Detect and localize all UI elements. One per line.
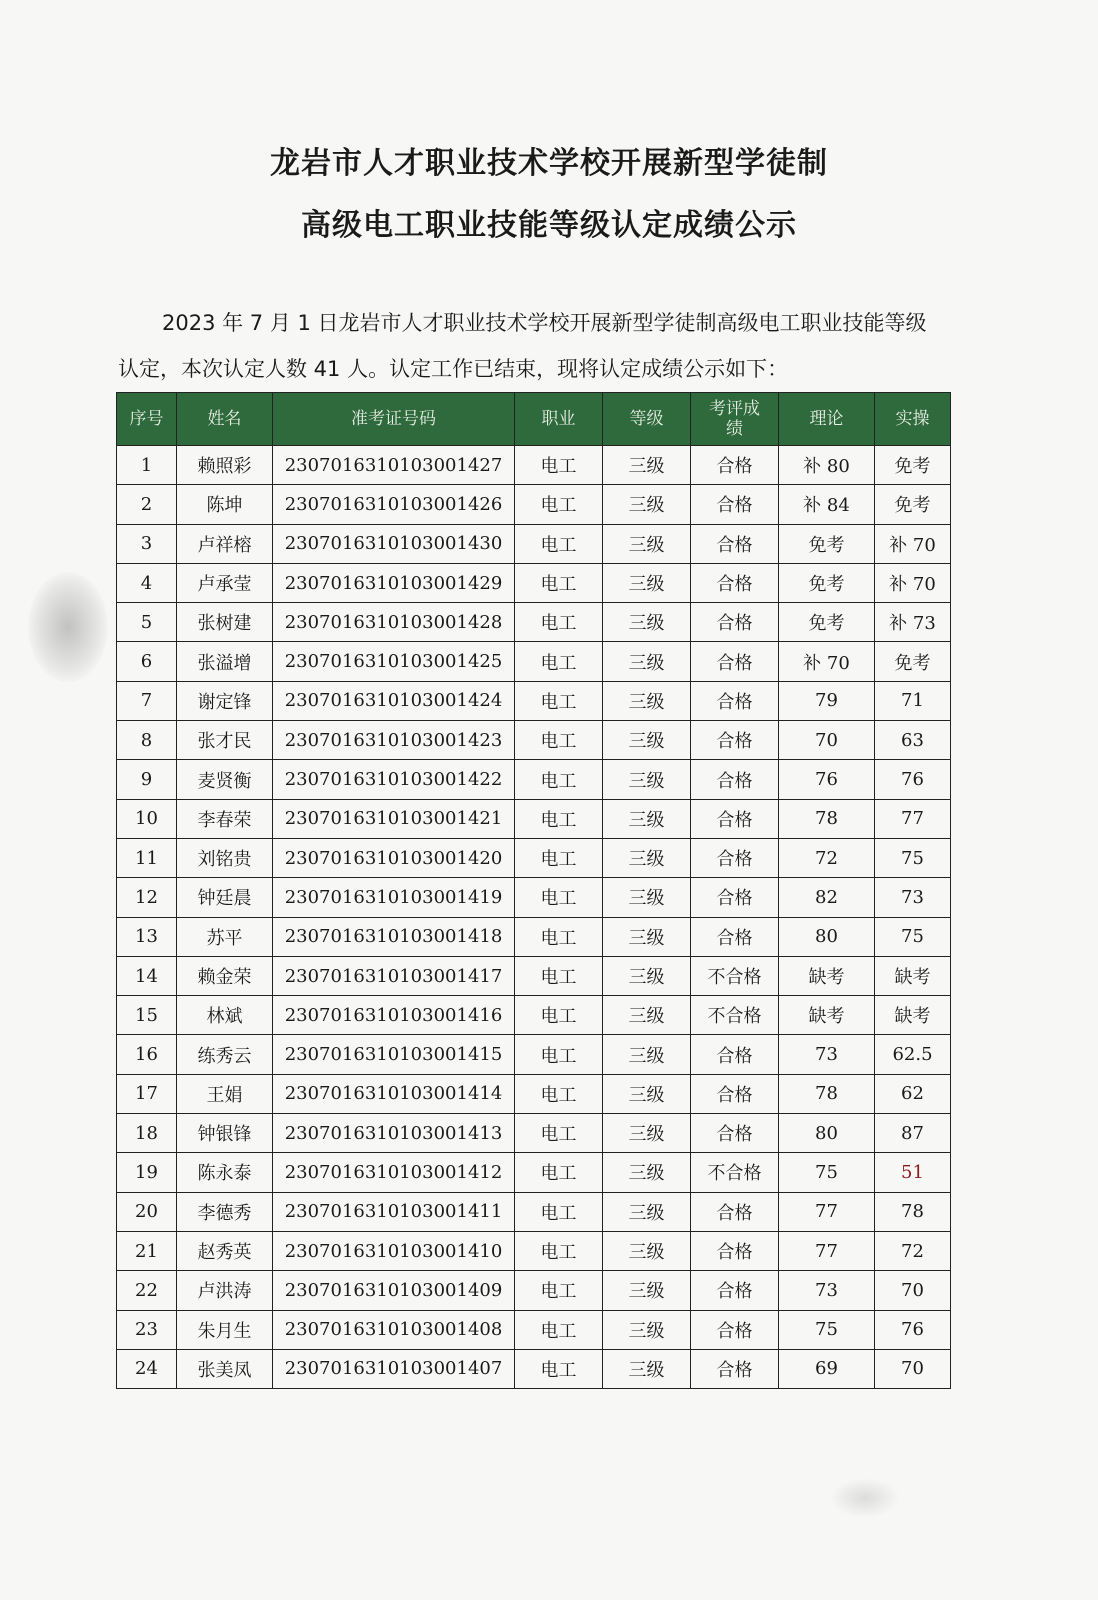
cell-occupation: 电工 xyxy=(515,1035,603,1074)
cell-occupation: 电工 xyxy=(515,838,603,877)
cell-serial: 9 xyxy=(117,760,177,799)
cell-assessment: 合格 xyxy=(691,1271,779,1310)
cell-level: 三级 xyxy=(603,563,691,602)
cell-assessment: 合格 xyxy=(691,760,779,799)
cell-assessment: 合格 xyxy=(691,524,779,563)
header-practical: 实操 xyxy=(875,393,951,446)
intro-paragraph-line-1: 2023 年 7 月 1 日龙岩市人才职业技术学校开展新型学徒制高级电工职业技能等级 xyxy=(162,311,927,335)
table-row xyxy=(117,1114,951,1153)
table-row xyxy=(117,1271,951,1310)
cell-occupation: 电工 xyxy=(515,1192,603,1231)
header-exam-id: 准考证号码 xyxy=(273,393,515,446)
scan-smudge xyxy=(28,572,108,682)
cell-occupation: 电工 xyxy=(515,1074,603,1113)
cell-theory: 78 xyxy=(779,1074,875,1113)
table-row xyxy=(117,1192,951,1231)
cell-exam-id: 2307016310103001426 xyxy=(273,485,515,524)
document-title-line-2: 高级电工职业技能等级认定成绩公示 xyxy=(301,208,797,243)
cell-theory: 78 xyxy=(779,799,875,838)
cell-practical: 免考 xyxy=(875,642,951,681)
cell-name: 赵秀英 xyxy=(177,1231,273,1270)
cell-assessment: 合格 xyxy=(691,917,779,956)
cell-level: 三级 xyxy=(603,1114,691,1153)
cell-theory: 80 xyxy=(779,917,875,956)
score-table-body xyxy=(117,446,951,1389)
cell-theory: 72 xyxy=(779,838,875,877)
cell-name: 谢定锋 xyxy=(177,681,273,720)
cell-occupation: 电工 xyxy=(515,563,603,602)
cell-practical: 免考 xyxy=(875,446,951,485)
cell-level: 三级 xyxy=(603,1349,691,1388)
cell-exam-id: 2307016310103001420 xyxy=(273,838,515,877)
cell-serial: 2 xyxy=(117,485,177,524)
cell-serial: 20 xyxy=(117,1192,177,1231)
cell-theory: 73 xyxy=(779,1271,875,1310)
cell-exam-id: 2307016310103001424 xyxy=(273,681,515,720)
cell-exam-id: 2307016310103001411 xyxy=(273,1192,515,1231)
cell-theory: 免考 xyxy=(779,524,875,563)
header-name: 姓名 xyxy=(177,393,273,446)
cell-theory: 80 xyxy=(779,1114,875,1153)
cell-occupation: 电工 xyxy=(515,917,603,956)
cell-level: 三级 xyxy=(603,1192,691,1231)
cell-exam-id: 2307016310103001417 xyxy=(273,956,515,995)
cell-theory: 77 xyxy=(779,1192,875,1231)
cell-assessment: 合格 xyxy=(691,1310,779,1349)
cell-name: 练秀云 xyxy=(177,1035,273,1074)
cell-level: 三级 xyxy=(603,1231,691,1270)
cell-occupation: 电工 xyxy=(515,681,603,720)
table-row xyxy=(117,1153,951,1192)
table-row xyxy=(117,996,951,1035)
cell-level: 三级 xyxy=(603,760,691,799)
cell-level: 三级 xyxy=(603,838,691,877)
cell-exam-id: 2307016310103001425 xyxy=(273,642,515,681)
cell-serial: 3 xyxy=(117,524,177,563)
cell-name: 张溢增 xyxy=(177,642,273,681)
cell-occupation: 电工 xyxy=(515,485,603,524)
score-table-header xyxy=(117,393,951,446)
cell-occupation: 电工 xyxy=(515,524,603,563)
cell-name: 苏平 xyxy=(177,917,273,956)
cell-occupation: 电工 xyxy=(515,878,603,917)
cell-serial: 23 xyxy=(117,1310,177,1349)
cell-serial: 1 xyxy=(117,446,177,485)
cell-level: 三级 xyxy=(603,878,691,917)
cell-serial: 18 xyxy=(117,1114,177,1153)
cell-level: 三级 xyxy=(603,956,691,995)
header-assessment: 考评成绩 xyxy=(691,393,779,446)
cell-practical: 72 xyxy=(875,1231,951,1270)
cell-occupation: 电工 xyxy=(515,642,603,681)
table-row xyxy=(117,603,951,642)
cell-occupation: 电工 xyxy=(515,956,603,995)
cell-practical: 78 xyxy=(875,1192,951,1231)
cell-serial: 10 xyxy=(117,799,177,838)
table-row xyxy=(117,1349,951,1388)
cell-assessment: 合格 xyxy=(691,1231,779,1270)
cell-serial: 22 xyxy=(117,1271,177,1310)
cell-theory: 缺考 xyxy=(779,956,875,995)
cell-level: 三级 xyxy=(603,642,691,681)
cell-name: 麦贤衡 xyxy=(177,760,273,799)
cell-level: 三级 xyxy=(603,917,691,956)
cell-exam-id: 2307016310103001418 xyxy=(273,917,515,956)
cell-assessment: 合格 xyxy=(691,603,779,642)
score-table xyxy=(116,392,951,1389)
cell-practical: 缺考 xyxy=(875,996,951,1035)
cell-assessment: 合格 xyxy=(691,721,779,760)
cell-assessment: 合格 xyxy=(691,838,779,877)
cell-name: 钟廷晨 xyxy=(177,878,273,917)
cell-exam-id: 2307016310103001427 xyxy=(273,446,515,485)
cell-practical: 62.5 xyxy=(875,1035,951,1074)
cell-assessment: 合格 xyxy=(691,799,779,838)
table-row xyxy=(117,760,951,799)
cell-assessment: 不合格 xyxy=(691,956,779,995)
table-row xyxy=(117,878,951,917)
table-row xyxy=(117,485,951,524)
cell-practical: 51 xyxy=(875,1153,951,1192)
cell-practical: 补 70 xyxy=(875,524,951,563)
cell-theory: 76 xyxy=(779,760,875,799)
cell-assessment: 合格 xyxy=(691,878,779,917)
cell-name: 卢洪涛 xyxy=(177,1271,273,1310)
cell-theory: 补 84 xyxy=(779,485,875,524)
cell-practical: 免考 xyxy=(875,485,951,524)
cell-assessment: 合格 xyxy=(691,1114,779,1153)
cell-assessment: 合格 xyxy=(691,1074,779,1113)
cell-exam-id: 2307016310103001416 xyxy=(273,996,515,1035)
cell-theory: 73 xyxy=(779,1035,875,1074)
document-title-line-1: 龙岩市人才职业技术学校开展新型学徒制 xyxy=(270,146,828,181)
header-row xyxy=(117,393,951,446)
cell-exam-id: 2307016310103001412 xyxy=(273,1153,515,1192)
table-row xyxy=(117,1074,951,1113)
cell-serial: 13 xyxy=(117,917,177,956)
table-row xyxy=(117,1231,951,1270)
cell-serial: 19 xyxy=(117,1153,177,1192)
cell-practical: 62 xyxy=(875,1074,951,1113)
cell-serial: 11 xyxy=(117,838,177,877)
table-row xyxy=(117,956,951,995)
cell-occupation: 电工 xyxy=(515,603,603,642)
cell-name: 林斌 xyxy=(177,996,273,1035)
table-row xyxy=(117,721,951,760)
cell-level: 三级 xyxy=(603,681,691,720)
cell-exam-id: 2307016310103001428 xyxy=(273,603,515,642)
cell-theory: 70 xyxy=(779,721,875,760)
cell-serial: 14 xyxy=(117,956,177,995)
table-row xyxy=(117,642,951,681)
cell-name: 李德秀 xyxy=(177,1192,273,1231)
cell-theory: 69 xyxy=(779,1349,875,1388)
header-occupation: 职业 xyxy=(515,393,603,446)
header-serial: 序号 xyxy=(117,393,177,446)
cell-name: 张美凤 xyxy=(177,1349,273,1388)
header-theory: 理论 xyxy=(779,393,875,446)
table-row xyxy=(117,563,951,602)
cell-level: 三级 xyxy=(603,1310,691,1349)
cell-occupation: 电工 xyxy=(515,1310,603,1349)
cell-name: 王娟 xyxy=(177,1074,273,1113)
cell-level: 三级 xyxy=(603,996,691,1035)
cell-practical: 75 xyxy=(875,917,951,956)
cell-occupation: 电工 xyxy=(515,1231,603,1270)
cell-occupation: 电工 xyxy=(515,1349,603,1388)
cell-practical: 补 70 xyxy=(875,563,951,602)
cell-practical: 76 xyxy=(875,1310,951,1349)
cell-name: 卢祥榕 xyxy=(177,524,273,563)
cell-level: 三级 xyxy=(603,1035,691,1074)
cell-serial: 24 xyxy=(117,1349,177,1388)
cell-name: 钟银锋 xyxy=(177,1114,273,1153)
cell-name: 陈永泰 xyxy=(177,1153,273,1192)
header-level: 等级 xyxy=(603,393,691,446)
cell-level: 三级 xyxy=(603,1271,691,1310)
table-row xyxy=(117,799,951,838)
cell-exam-id: 2307016310103001419 xyxy=(273,878,515,917)
cell-exam-id: 2307016310103001423 xyxy=(273,721,515,760)
cell-level: 三级 xyxy=(603,485,691,524)
cell-exam-id: 2307016310103001407 xyxy=(273,1349,515,1388)
cell-theory: 补 80 xyxy=(779,446,875,485)
cell-practical: 缺考 xyxy=(875,956,951,995)
cell-occupation: 电工 xyxy=(515,721,603,760)
cell-exam-id: 2307016310103001409 xyxy=(273,1271,515,1310)
cell-assessment: 合格 xyxy=(691,563,779,602)
cell-assessment: 合格 xyxy=(691,485,779,524)
cell-exam-id: 2307016310103001413 xyxy=(273,1114,515,1153)
intro-paragraph-line-2: 认定，本次认定人数 41 人。认定工作已结束，现将认定成绩公示如下： xyxy=(118,357,789,381)
cell-serial: 15 xyxy=(117,996,177,1035)
cell-theory: 免考 xyxy=(779,563,875,602)
cell-practical: 71 xyxy=(875,681,951,720)
cell-exam-id: 2307016310103001410 xyxy=(273,1231,515,1270)
cell-name: 李春荣 xyxy=(177,799,273,838)
cell-name: 张才民 xyxy=(177,721,273,760)
cell-name: 卢承莹 xyxy=(177,563,273,602)
cell-serial: 4 xyxy=(117,563,177,602)
cell-name: 陈坤 xyxy=(177,485,273,524)
cell-practical: 63 xyxy=(875,721,951,760)
cell-serial: 12 xyxy=(117,878,177,917)
cell-serial: 21 xyxy=(117,1231,177,1270)
cell-theory: 75 xyxy=(779,1310,875,1349)
cell-serial: 17 xyxy=(117,1074,177,1113)
scan-smudge xyxy=(830,1478,900,1518)
cell-name: 赖照彩 xyxy=(177,446,273,485)
cell-assessment: 合格 xyxy=(691,1035,779,1074)
cell-serial: 5 xyxy=(117,603,177,642)
cell-level: 三级 xyxy=(603,799,691,838)
cell-assessment: 合格 xyxy=(691,681,779,720)
table-row xyxy=(117,838,951,877)
cell-theory: 补 70 xyxy=(779,642,875,681)
cell-practical: 87 xyxy=(875,1114,951,1153)
cell-serial: 7 xyxy=(117,681,177,720)
cell-practical: 70 xyxy=(875,1271,951,1310)
cell-assessment: 不合格 xyxy=(691,1153,779,1192)
cell-name: 刘铭贵 xyxy=(177,838,273,877)
cell-theory: 82 xyxy=(779,878,875,917)
cell-assessment: 合格 xyxy=(691,1192,779,1231)
cell-practical: 77 xyxy=(875,799,951,838)
cell-practical: 70 xyxy=(875,1349,951,1388)
cell-occupation: 电工 xyxy=(515,799,603,838)
table-row xyxy=(117,524,951,563)
cell-occupation: 电工 xyxy=(515,760,603,799)
cell-level: 三级 xyxy=(603,1074,691,1113)
table-row xyxy=(117,446,951,485)
cell-theory: 免考 xyxy=(779,603,875,642)
table-row xyxy=(117,917,951,956)
cell-serial: 6 xyxy=(117,642,177,681)
cell-assessment: 合格 xyxy=(691,642,779,681)
cell-level: 三级 xyxy=(603,603,691,642)
cell-exam-id: 2307016310103001422 xyxy=(273,760,515,799)
cell-level: 三级 xyxy=(603,1153,691,1192)
cell-assessment: 合格 xyxy=(691,1349,779,1388)
cell-theory: 75 xyxy=(779,1153,875,1192)
cell-assessment: 合格 xyxy=(691,446,779,485)
cell-occupation: 电工 xyxy=(515,996,603,1035)
cell-serial: 16 xyxy=(117,1035,177,1074)
cell-practical: 76 xyxy=(875,760,951,799)
cell-name: 赖金荣 xyxy=(177,956,273,995)
cell-exam-id: 2307016310103001415 xyxy=(273,1035,515,1074)
cell-exam-id: 2307016310103001408 xyxy=(273,1310,515,1349)
cell-occupation: 电工 xyxy=(515,446,603,485)
cell-serial: 8 xyxy=(117,721,177,760)
table-row xyxy=(117,1035,951,1074)
cell-level: 三级 xyxy=(603,524,691,563)
cell-practical: 补 73 xyxy=(875,603,951,642)
table-row xyxy=(117,681,951,720)
cell-occupation: 电工 xyxy=(515,1153,603,1192)
cell-occupation: 电工 xyxy=(515,1271,603,1310)
cell-exam-id: 2307016310103001414 xyxy=(273,1074,515,1113)
cell-name: 张树建 xyxy=(177,603,273,642)
cell-exam-id: 2307016310103001421 xyxy=(273,799,515,838)
cell-assessment: 不合格 xyxy=(691,996,779,1035)
cell-level: 三级 xyxy=(603,446,691,485)
cell-theory: 缺考 xyxy=(779,996,875,1035)
cell-exam-id: 2307016310103001430 xyxy=(273,524,515,563)
table-row xyxy=(117,1310,951,1349)
cell-practical: 75 xyxy=(875,838,951,877)
cell-practical: 73 xyxy=(875,878,951,917)
cell-name: 朱月生 xyxy=(177,1310,273,1349)
cell-theory: 79 xyxy=(779,681,875,720)
cell-theory: 77 xyxy=(779,1231,875,1270)
cell-occupation: 电工 xyxy=(515,1114,603,1153)
cell-exam-id: 2307016310103001429 xyxy=(273,563,515,602)
cell-level: 三级 xyxy=(603,721,691,760)
